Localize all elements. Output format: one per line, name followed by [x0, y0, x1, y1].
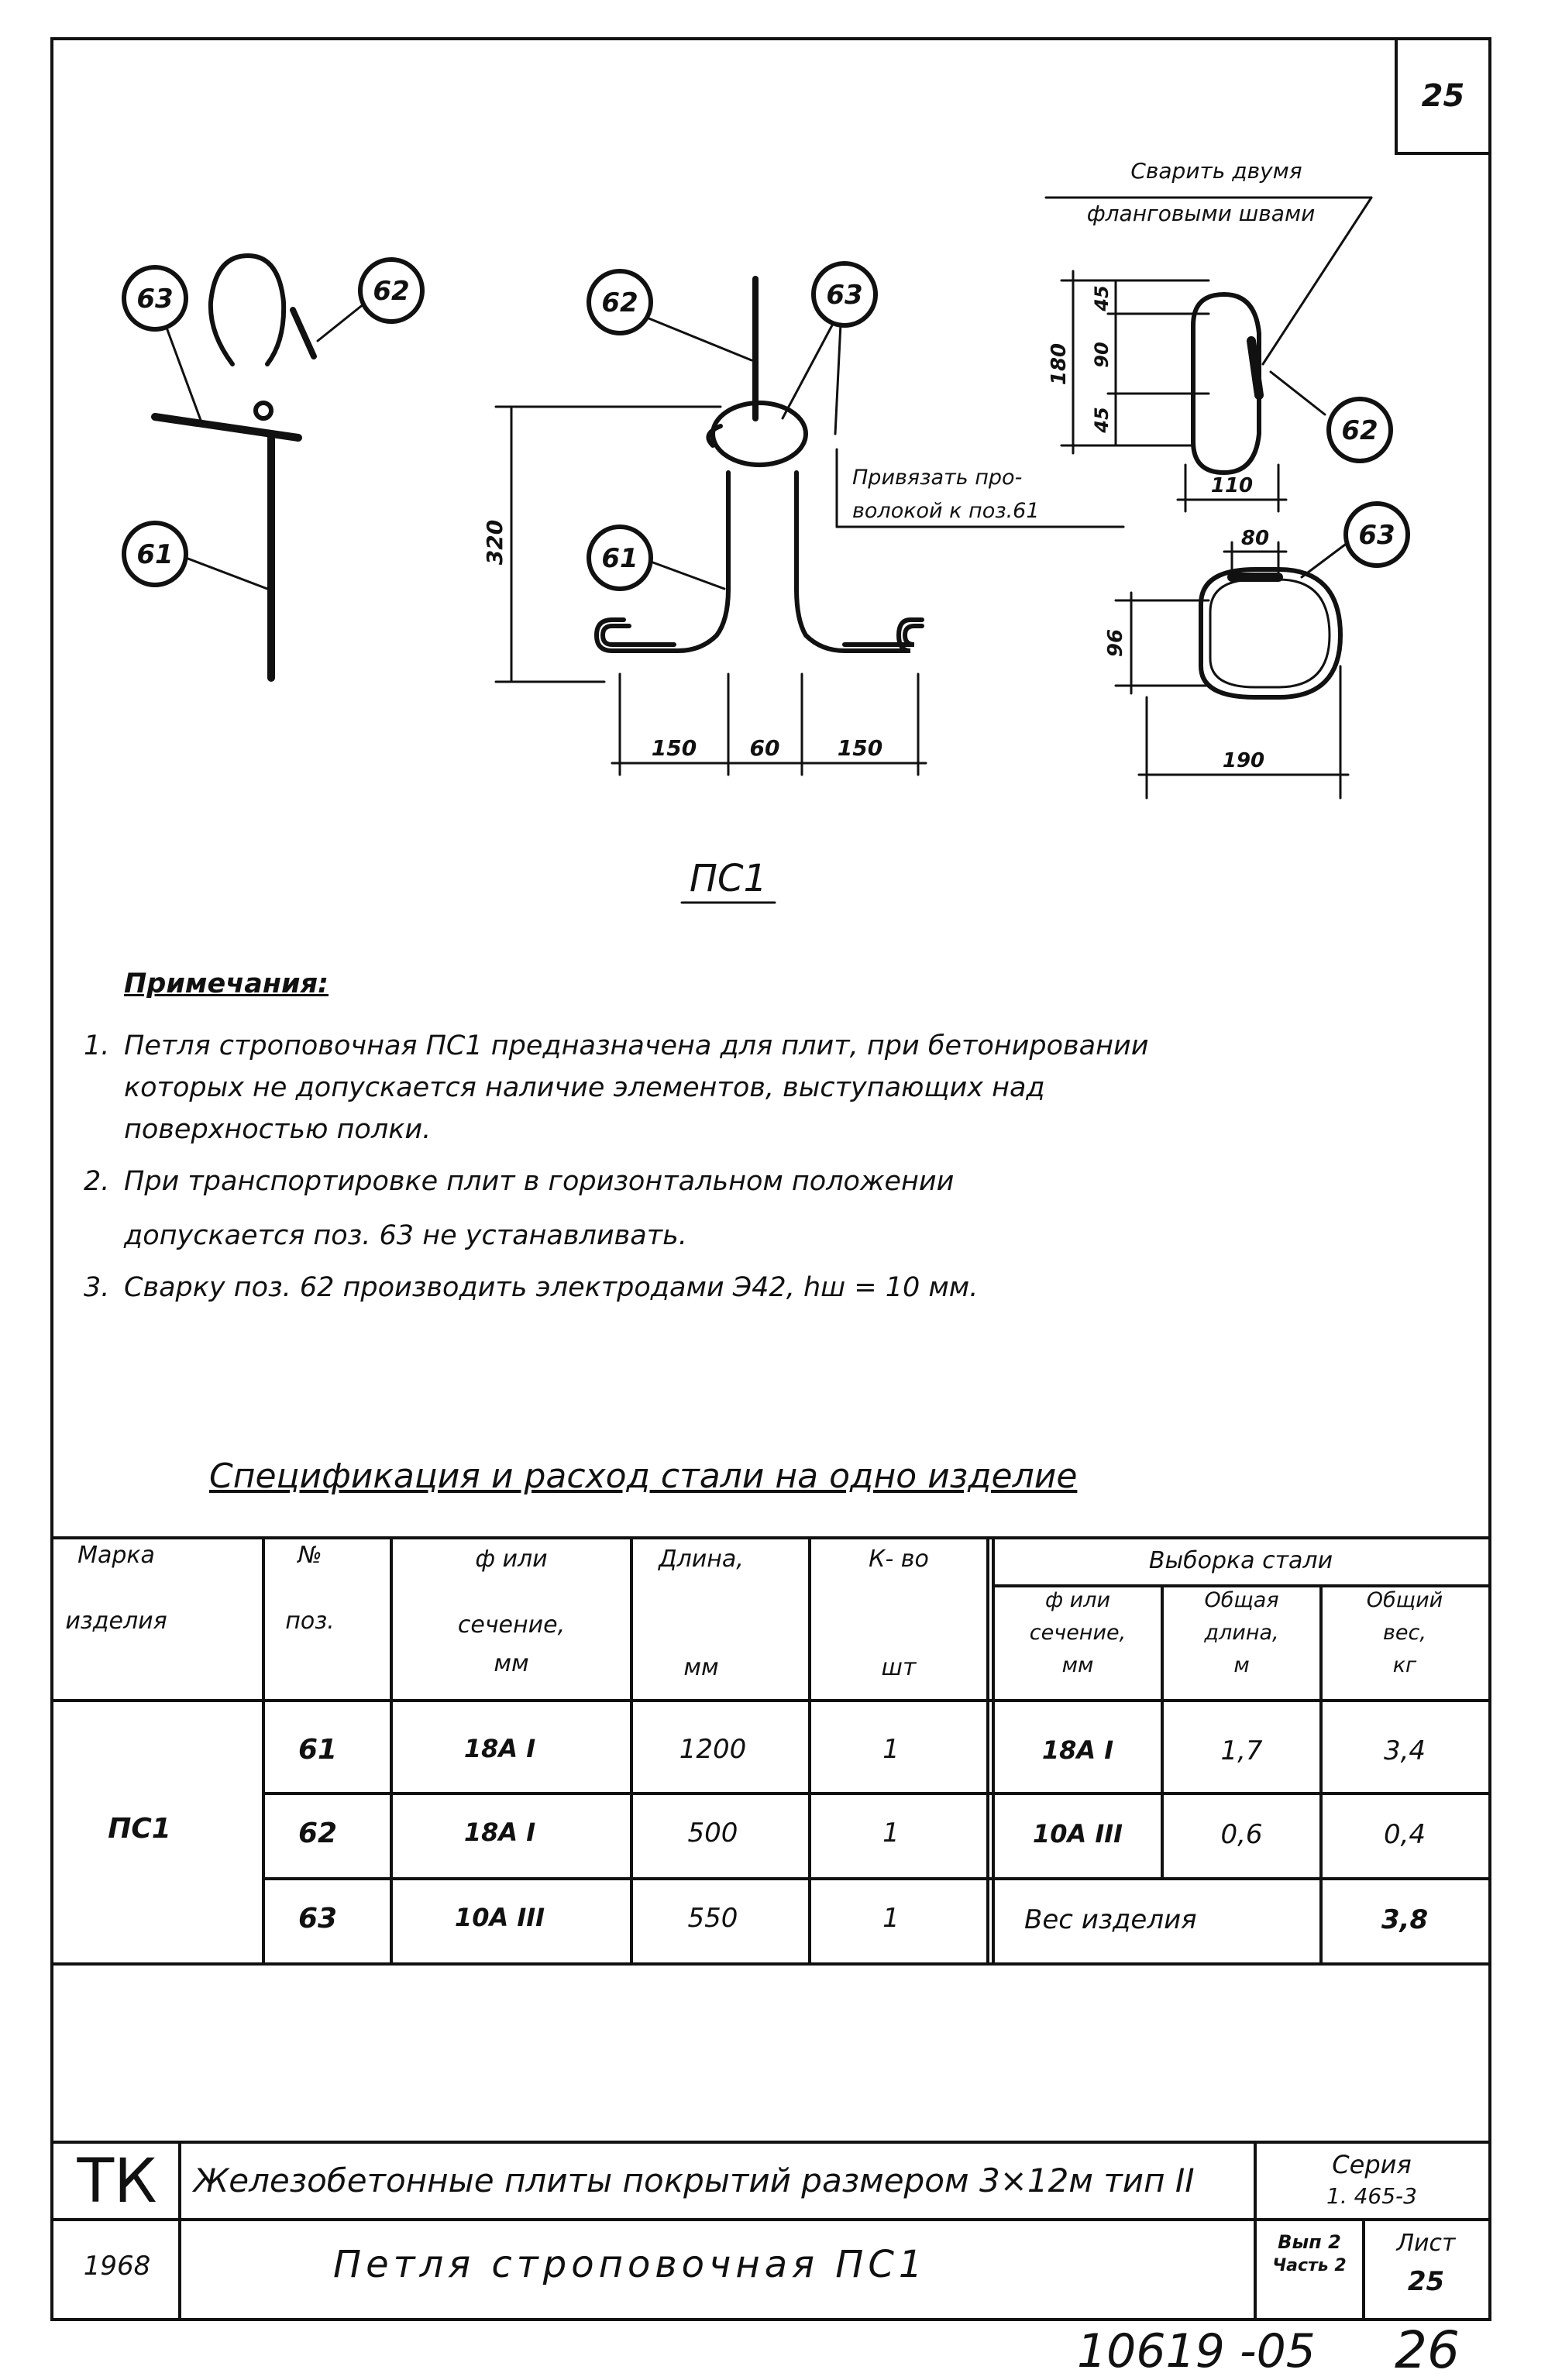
tie-note-line1: Привязать про-	[852, 466, 1023, 490]
footer-page: 26	[1395, 2320, 1460, 2380]
callout-62-b-label: 62	[601, 287, 638, 318]
row1-qty: 1	[882, 1734, 900, 1765]
weld-note-line2: фланговыми швами	[1086, 201, 1316, 226]
note-3-num: 3.	[84, 1272, 110, 1303]
hdr-selection: Выборка стали	[1148, 1547, 1333, 1574]
note-2-num: 2.	[84, 1166, 110, 1197]
note-1-line2: которых не допускается наличие элементов, выступающих над	[124, 1072, 1045, 1103]
row3-diam: 10А III	[454, 1903, 545, 1932]
dim-loop-110: 110	[1210, 474, 1254, 497]
note-1-line1: Петля строповочная ПС1 предназначена для плит, при бетонировании	[124, 1030, 1149, 1061]
callout-63-b-label: 63	[826, 280, 863, 311]
dim-base-150-left: 150	[651, 735, 697, 761]
note-1-num: 1.	[84, 1030, 110, 1061]
dim-loop-90: 90	[1091, 342, 1113, 368]
note-1-line3: поверхностью полки.	[124, 1114, 432, 1145]
hdr-diam-3: мм	[494, 1650, 529, 1677]
callout-62-c-label: 62	[1341, 415, 1378, 446]
row3-length: 550	[687, 1903, 738, 1934]
row1-pos: 61	[298, 1734, 338, 1766]
hdr-pos-2: поз.	[285, 1608, 335, 1635]
hdr-sel-len-3: м	[1233, 1653, 1250, 1677]
series-value: 1. 465-3	[1326, 2183, 1417, 2209]
hdr-sel-diam-1: ф или	[1044, 1588, 1111, 1612]
hdr-sel-diam-2: сечение,	[1029, 1621, 1127, 1645]
row1-length: 1200	[679, 1734, 747, 1765]
row3-pos: 63	[298, 1903, 338, 1935]
weld-note-line1: Сварить двумя	[1130, 158, 1302, 184]
year: 1968	[83, 2251, 151, 2282]
row3-qty: 1	[882, 1903, 900, 1934]
dim-ring-80: 80	[1240, 527, 1270, 550]
hdr-qty-1: К- во	[869, 1546, 929, 1573]
row2-diam: 18А I	[463, 1818, 536, 1847]
note-2-line1: При транспортировке плит в горизонтальном положении	[124, 1166, 955, 1197]
issue-line1: Вып 2	[1278, 2231, 1341, 2253]
total-value: 3,8	[1381, 1904, 1429, 1935]
hdr-pos-1: №	[298, 1542, 322, 1569]
note-3-line1: Сварку поз. 62 производить электродами Э42, hш = 10 мм.	[124, 1272, 979, 1303]
spec-mark: ПС1	[108, 1813, 171, 1845]
hdr-length-2: мм	[683, 1654, 719, 1681]
hdr-sel-weight-1: Общий	[1366, 1588, 1443, 1612]
series-label: Серия	[1332, 2150, 1412, 2179]
hdr-sel-len-1: Общая	[1204, 1588, 1279, 1612]
dim-base-150-right: 150	[837, 735, 883, 761]
dim-base-60: 60	[749, 735, 780, 761]
hdr-qty-2: шт	[881, 1654, 917, 1681]
callout-63-c-label: 63	[1358, 520, 1395, 551]
dim-loop-180: 180	[1048, 342, 1071, 386]
drawing-title: ПС1	[689, 857, 768, 900]
sheet-number: 25	[1421, 78, 1465, 114]
hdr-mark-1: Марка	[77, 1542, 155, 1569]
sel2-weight: 0,4	[1383, 1819, 1426, 1850]
hdr-mark-2: изделия	[65, 1608, 167, 1635]
dim-loop-45-top: 45	[1091, 285, 1113, 311]
hdr-diam-2: сечение,	[457, 1611, 566, 1639]
row2-length: 500	[687, 1818, 738, 1849]
footer-code: 10619 -05	[1077, 2324, 1316, 2378]
tie-note-line2: волокой к поз.61	[852, 499, 1040, 523]
notes-heading: Примечания:	[124, 968, 329, 999]
dim-ring-190: 190	[1222, 749, 1265, 772]
row2-qty: 1	[882, 1818, 900, 1849]
row2-pos: 62	[298, 1818, 338, 1849]
sheet-label: Лист	[1396, 2230, 1456, 2257]
sheet-value: 25	[1407, 2266, 1445, 2297]
hdr-sel-weight-3: кг	[1392, 1653, 1417, 1677]
spec-title: Спецификация и расход стали на одно изделие	[209, 1457, 1078, 1496]
sel1-diam: 18А I	[1041, 1735, 1114, 1765]
hdr-length-1: Длина,	[659, 1546, 744, 1573]
sel1-weight: 3,4	[1383, 1735, 1426, 1766]
callout-61-b-label: 61	[601, 543, 638, 574]
row1-diam: 18А I	[463, 1734, 536, 1763]
hdr-sel-weight-2: вес,	[1383, 1621, 1426, 1645]
dim-height-main: 320	[482, 519, 507, 566]
sel2-diam: 10А III	[1032, 1819, 1123, 1849]
callout-62-a-label: 62	[373, 276, 410, 307]
sheet-title: Петля строповочная ПС1	[333, 2243, 927, 2286]
issue-line2: Часть 2	[1272, 2256, 1347, 2275]
sel2-len: 0,6	[1220, 1819, 1263, 1850]
note-2-line2: допускается поз. 63 не устанавливать.	[124, 1220, 687, 1251]
sel1-len: 1,7	[1220, 1735, 1263, 1766]
hdr-diam-1: ф или	[475, 1546, 548, 1573]
dim-loop-45-bottom: 45	[1091, 407, 1113, 433]
org-code: ТК	[77, 2146, 157, 2217]
total-label: Вес изделия	[1024, 1904, 1197, 1935]
project-title: Железобетонные плиты покрытий размером 3×12м тип II	[194, 2162, 1195, 2199]
callout-63-a-label: 63	[136, 284, 174, 315]
hdr-sel-diam-3: мм	[1061, 1653, 1094, 1677]
dim-ring-96: 96	[1104, 628, 1127, 658]
hdr-sel-len-2: длина,	[1204, 1621, 1279, 1645]
callout-61-a-label: 61	[136, 539, 174, 570]
